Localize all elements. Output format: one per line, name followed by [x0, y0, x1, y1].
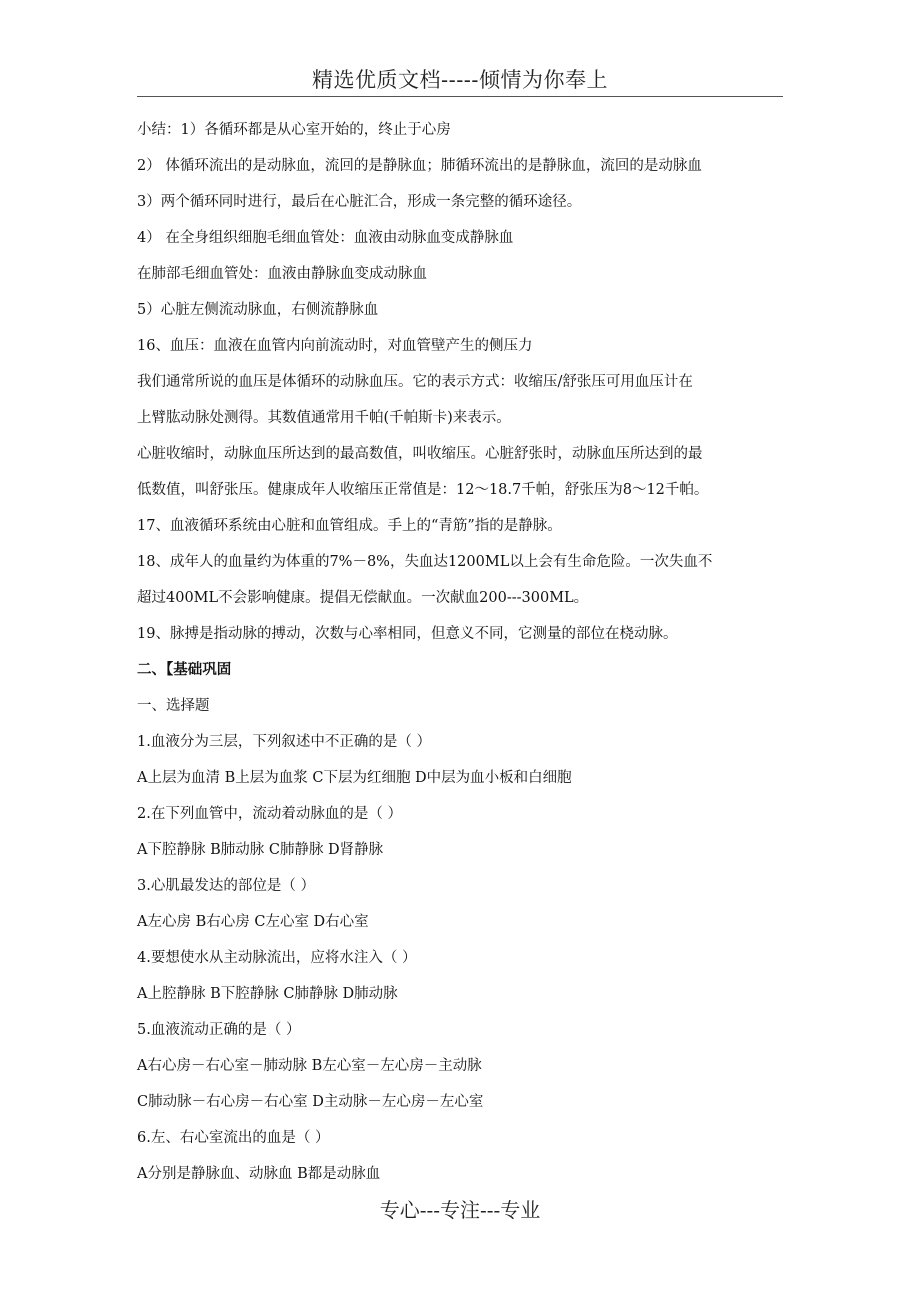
question-options: A右心房－右心室－肺动脉 B左心室－左心房－主动脉 [137, 1058, 482, 1074]
knowledge-point: 17、血液循环系统由心脏和血管组成。手上的“青筋”指的是静脉。 [137, 518, 562, 534]
question-options: A上层为血清 B上层为血浆 C下层为红细胞 D中层为血小板和白细胞 [137, 770, 572, 786]
subsection-heading: 一、选择题 [137, 698, 210, 714]
knowledge-point: 低数值，叫舒张压。健康成年人收缩压正常值是：12～18.7千帕，舒张压为8～12千帕。 [137, 482, 709, 498]
question-options: A分别是静脉血、动脉血 B都是动脉血 [137, 1166, 381, 1182]
header-divider [137, 96, 783, 97]
page-header: 精选优质文档-----倾情为你奉上 [312, 68, 608, 92]
knowledge-point: 上臂肱动脉处测得。其数值通常用千帕(千帕斯卡)来表示。 [137, 410, 511, 426]
summary-line: 2） 体循环流出的是动脉血，流回的是静脉血；肺循环流出的是静脉血，流回的是动脉血 [137, 158, 702, 174]
question-stem: 2.在下列血管中，流动着动脉血的是（ ） [137, 806, 402, 822]
summary-line: 4） 在全身组织细胞毛细血管处：血液由动脉血变成静脉血 [137, 230, 514, 246]
knowledge-point: 19、脉搏是指动脉的搏动，次数与心率相同，但意义不同，它测量的部位在桡动脉。 [137, 626, 678, 642]
question-options: A左心房 B右心房 C左心室 D右心室 [137, 914, 369, 930]
knowledge-point: 16、血压：血液在血管内向前流动时，对血管壁产生的侧压力 [137, 338, 533, 354]
knowledge-point: 我们通常所说的血压是体循环的动脉血压。它的表示方式：收缩压/舒张压可用血压计在 [137, 374, 693, 390]
knowledge-point: 超过400ML不会影响健康。提倡无偿献血。一次献血200---300ML。 [137, 590, 589, 606]
section-heading: 二、【基础巩固 [137, 661, 232, 678]
question-stem: 5.血液流动正确的是（ ） [137, 1022, 301, 1038]
question-stem: 3.心肌最发达的部位是（ ） [137, 878, 315, 894]
document-body [137, 112, 783, 1192]
summary-line: 5）心脏左侧流动脉血，右侧流静脉血 [137, 302, 379, 318]
question-options: C肺动脉－右心房－右心室 D主动脉－左心房－左心室 [137, 1094, 484, 1110]
question-options: A下腔静脉 B肺动脉 C肺静脉 D肾静脉 [137, 842, 384, 858]
summary-line: 3）两个循环同时进行，最后在心脏汇合，形成一条完整的循环途径。 [137, 194, 582, 210]
question-stem: 1.血液分为三层，下列叙述中不正确的是（ ） [137, 734, 431, 750]
summary-line: 小结：1）各循环都是从心室开始的，终止于心房 [137, 122, 451, 138]
question-stem: 4.要想使水从主动脉流出，应将水注入（ ） [137, 950, 417, 966]
knowledge-point: 18、成年人的血量约为体重的7%－8%，失血达1200ML以上会有生命危险。一次失血不 [137, 554, 713, 570]
page-footer: 专心---专注---专业 [379, 1198, 541, 1222]
knowledge-point: 心脏收缩时，动脉血压所达到的最高数值，叫收缩压。心脏舒张时，动脉血压所达到的最 [137, 446, 703, 462]
question-stem: 6.左、右心室流出的血是（ ） [137, 1130, 330, 1146]
summary-line: 在肺部毛细血管处：血液由静脉血变成动脉血 [137, 266, 427, 282]
question-options: A上腔静脉 B下腔静脉 C肺静脉 D肺动脉 [137, 986, 398, 1002]
